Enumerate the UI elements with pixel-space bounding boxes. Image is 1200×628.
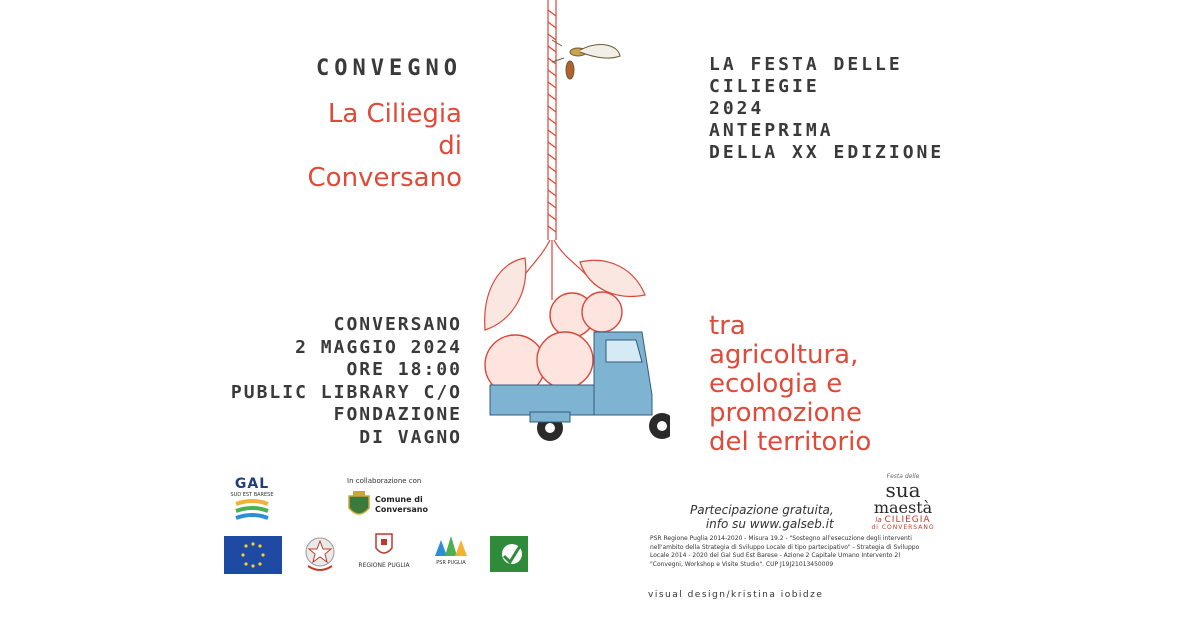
cherry-truck-illustration [470,0,670,450]
venue-line: FONDAZIONE [333,404,462,425]
theme-line: agricoltura, [709,340,859,370]
psr-line: "Convegni, Workshop e Visite Studio". CUP J19J21013450009 [650,560,834,568]
comune-logo [347,490,428,520]
gal-logo-name: GAL [234,476,270,492]
sua-maesta-line: maestà [873,498,933,517]
venue-line: DI VAGNO [359,426,462,448]
collab-label: In collaborazione con [347,477,422,485]
theme-line: del territorio [709,427,872,457]
psr-line: PSR Regione Puglia 2014-2020 - Misura 19.2 - "Sostegno all'esecuzione degli interventi [650,535,912,542]
festival-line: 2024 [709,98,765,119]
venue-line: PUBLIC LIBRARY C/O [230,381,462,403]
festival-line: CILIEGIE [709,76,820,97]
sua-maesta-line: Festa delle [886,473,920,480]
title-line: di [438,131,462,161]
venue-line: ORE 18:00 [346,359,462,380]
festival-line: ANTEPRIMA [709,120,834,141]
sua-maesta-line: sua [885,478,921,502]
comune-crest-icon [347,490,371,520]
theme-line: ecologia e [709,369,843,399]
psr-trulli-icon [431,534,471,556]
cherry-stem [515,0,595,300]
participation-line: info su www.galseb.it [705,517,834,531]
eu-flag-icon [224,536,282,574]
regione-crest-icon [374,532,394,558]
festival-info [709,54,969,164]
theme-text [709,312,969,457]
convegno-label: CONVEGNO [316,56,462,81]
psr-line: nell'ambito della Strategia di Sviluppo Locale di tipo partecipativo" - Strategia di Sviluppo [650,543,920,551]
theme-line: tra [709,311,746,341]
participation-info [690,503,834,531]
sua-maesta-line: CILIEGIA [884,515,931,525]
design-credit: visual design/kristina iobidze [648,590,824,600]
sua-maesta-line: la [875,516,882,524]
leader-logo-icon [490,536,528,572]
gal-waves-icon [232,498,272,524]
festival-line: LA FESTA DELLE [709,54,903,75]
psr-line: Locale 2014 - 2020 del Gal Sud Est Barese - Azione 2 Capitale Umano Intervento 2) [650,552,901,559]
regione-puglia-logo [356,532,412,569]
psr-puglia-logo [430,534,472,566]
theme-line: promozione [709,398,863,428]
sua-maesta-line: di CONVERSANO [871,524,935,531]
comune-line: Conversano [375,505,428,514]
title-line: Conversano [307,163,462,193]
participation-line: Partecipazione gratuita, [690,503,834,517]
venue-info [200,314,462,449]
gal-logo-sub: SUD EST BARESE [230,492,274,498]
sua-maesta-logo [858,474,948,531]
event-title [270,98,462,194]
title-line: La Ciliegia [327,99,462,129]
gal-logo [228,476,276,528]
festival-line: DELLA XX EDIZIONE [709,142,945,163]
wasp-icon [552,40,620,79]
comune-line: Comune di [375,495,423,504]
psr-funding-text [650,535,970,569]
italy-emblem-icon [302,532,338,574]
regione-label: REGIONE PUGLIA [358,562,410,569]
psr-logo-label: PSR PUGLIA [436,560,466,566]
venue-line: 2 MAGGIO 2024 [295,336,462,358]
venue-line: CONVERSANO [333,314,462,335]
